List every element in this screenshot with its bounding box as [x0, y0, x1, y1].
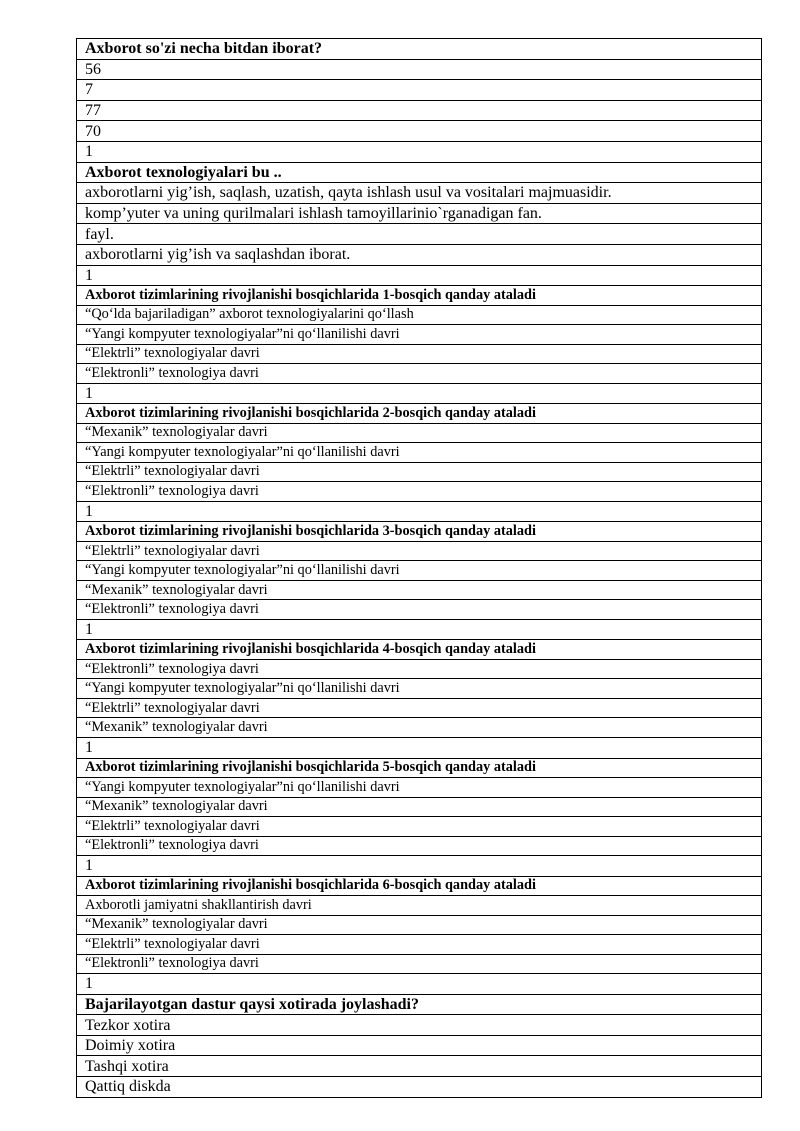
answer-option-row [77, 423, 762, 443]
answer-option: axborotlarni yig’ish, saqlash, uzatish, qayta ishlash usul va vositalari majmuasidir. [77, 183, 762, 204]
answer-option-row [77, 659, 762, 679]
answer-option: “Yangi kompyuter texnologiyalar”ni qo‘llanilishi davri [77, 325, 762, 345]
answer-option-row [77, 244, 762, 265]
answer-option: “Yangi kompyuter texnologiyalar”ni qo‘llanilishi davri [77, 778, 762, 798]
answer-marker: 1 [77, 737, 762, 758]
answer-option: Qattiq diskda [77, 1077, 762, 1098]
question-text-row [77, 994, 762, 1015]
answer-option-row [77, 836, 762, 856]
question-text-row [77, 640, 762, 660]
answer-option: “Elektronli” texnologiya davri [77, 600, 762, 620]
answer-option-row [77, 344, 762, 364]
answer-option: 7 [77, 80, 762, 101]
question-text-row [77, 404, 762, 424]
answer-option-row [77, 462, 762, 482]
answer-option: Doimiy xotira [77, 1035, 762, 1056]
answer-marker-row [77, 265, 762, 286]
answer-option: “Mexanik” texnologiyalar davri [77, 915, 762, 935]
answer-option: “Elektrli” texnologiyalar davri [77, 935, 762, 955]
question-text-row [77, 39, 762, 60]
answer-option-row [77, 325, 762, 345]
question-text: Bajarilayotgan dastur qaysi xotirada joylashadi? [77, 994, 762, 1015]
quiz-table [76, 38, 762, 1098]
answer-option: “Elektrli” texnologiyalar davri [77, 462, 762, 482]
question-text: Axborot tizimlarining rivojlanishi bosqichlarida 2-bosqich qanday ataladi [77, 404, 762, 424]
answer-option-row [77, 778, 762, 798]
quiz-table-body [77, 39, 762, 1098]
answer-option: “Qo‘lda bajariladigan” axborot texnologiyalarini qo‘llash [77, 305, 762, 325]
question-text: Axborot tizimlarining rivojlanishi bosqichlarida 3-bosqich qanday ataladi [77, 522, 762, 542]
answer-option-row [77, 580, 762, 600]
answer-option-row [77, 1077, 762, 1098]
answer-marker: 1 [77, 619, 762, 640]
answer-option: “Elektronli” texnologiya davri [77, 954, 762, 974]
answer-option: “Yangi kompyuter texnologiyalar”ni qo‘llanilishi davri [77, 443, 762, 463]
answer-marker: 1 [77, 856, 762, 877]
answer-option: 56 [77, 59, 762, 80]
answer-option: “Mexanik” texnologiyalar davri [77, 423, 762, 443]
answer-option: “Elektrli” texnologiyalar davri [77, 541, 762, 561]
answer-option: Axborotli jamiyatni shakllantirish davri [77, 896, 762, 916]
answer-option-row [77, 797, 762, 817]
answer-marker: 1 [77, 383, 762, 404]
answer-option-row [77, 224, 762, 245]
answer-option: “Yangi kompyuter texnologiyalar”ni qo‘llanilishi davri [77, 561, 762, 581]
answer-option: “Mexanik” texnologiyalar davri [77, 580, 762, 600]
question-text-row [77, 522, 762, 542]
question-text-row [77, 162, 762, 183]
question-text: Axborot tizimlarining rivojlanishi bosqichlarida 5-bosqich qanday ataladi [77, 758, 762, 778]
answer-marker: 1 [77, 501, 762, 522]
answer-option: “Elektrli” texnologiyalar davri [77, 344, 762, 364]
answer-marker-row [77, 383, 762, 404]
answer-option-row [77, 121, 762, 142]
answer-option-row [77, 698, 762, 718]
answer-option-row [77, 183, 762, 204]
answer-option-row [77, 364, 762, 384]
question-text: Axborot texnologiyalari bu .. [77, 162, 762, 183]
answer-option: Tezkor xotira [77, 1015, 762, 1036]
answer-option-row [77, 1035, 762, 1056]
question-text-row [77, 758, 762, 778]
answer-option-row [77, 915, 762, 935]
answer-option-row [77, 100, 762, 121]
answer-marker-row [77, 974, 762, 995]
answer-option: 77 [77, 100, 762, 121]
answer-option-row [77, 561, 762, 581]
answer-option-row [77, 817, 762, 837]
answer-marker-row [77, 501, 762, 522]
answer-option-row [77, 954, 762, 974]
answer-option: “Elektronli” texnologiya davri [77, 364, 762, 384]
question-sheet [76, 38, 762, 1098]
answer-option-row [77, 443, 762, 463]
answer-marker-row [77, 141, 762, 162]
answer-marker: 1 [77, 141, 762, 162]
answer-option: “Mexanik” texnologiyalar davri [77, 797, 762, 817]
answer-option: 70 [77, 121, 762, 142]
question-text-row [77, 876, 762, 896]
answer-option: “Yangi kompyuter texnologiyalar”ni qo‘llanilishi davri [77, 679, 762, 699]
answer-marker-row [77, 619, 762, 640]
answer-option-row [77, 896, 762, 916]
answer-marker: 1 [77, 974, 762, 995]
answer-marker: 1 [77, 265, 762, 286]
answer-option: fayl. [77, 224, 762, 245]
answer-option: “Elektronli” texnologiya davri [77, 482, 762, 502]
answer-option-row [77, 679, 762, 699]
answer-option: komp’yuter va uning qurilmalari ishlash tamoyillarinio`rganadigan fan. [77, 203, 762, 224]
answer-option: “Elektrli” texnologiyalar davri [77, 698, 762, 718]
answer-option: “Elektronli” texnologiya davri [77, 659, 762, 679]
answer-marker-row [77, 737, 762, 758]
answer-option-row [77, 718, 762, 738]
answer-option-row [77, 482, 762, 502]
question-text: Axborot tizimlarining rivojlanishi bosqichlarida 4-bosqich qanday ataladi [77, 640, 762, 660]
question-text: Axborot so'zi necha bitdan iborat? [77, 39, 762, 60]
answer-option: Tashqi xotira [77, 1056, 762, 1077]
answer-option-row [77, 1056, 762, 1077]
answer-option: “Elektronli” texnologiya davri [77, 836, 762, 856]
answer-option-row [77, 1015, 762, 1036]
answer-option-row [77, 59, 762, 80]
answer-option-row [77, 541, 762, 561]
answer-option: “Elektrli” texnologiyalar davri [77, 817, 762, 837]
answer-option-row [77, 203, 762, 224]
answer-option-row [77, 935, 762, 955]
question-text: Axborot tizimlarining rivojlanishi bosqichlarida 1-bosqich qanday ataladi [77, 286, 762, 306]
answer-marker-row [77, 856, 762, 877]
answer-option: “Mexanik” texnologiyalar davri [77, 718, 762, 738]
answer-option-row [77, 305, 762, 325]
question-text-row [77, 286, 762, 306]
question-text: Axborot tizimlarining rivojlanishi bosqichlarida 6-bosqich qanday ataladi [77, 876, 762, 896]
answer-option-row [77, 600, 762, 620]
answer-option: axborotlarni yig’ish va saqlashdan iborat. [77, 244, 762, 265]
answer-option-row [77, 80, 762, 101]
